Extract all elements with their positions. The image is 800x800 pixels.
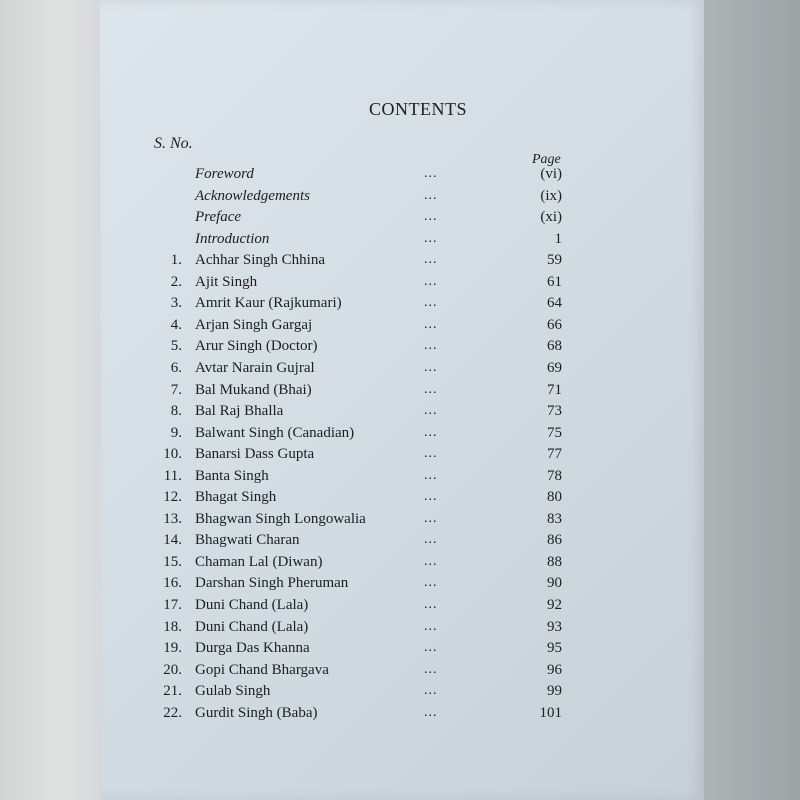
toc-entry-row xyxy=(100,317,704,339)
entry-number: 15. xyxy=(163,553,182,570)
toc-entry-row xyxy=(100,683,704,705)
entry-page-number: (vi) xyxy=(540,166,562,182)
entry-page-number: 96 xyxy=(547,661,562,678)
entry-number: 6. xyxy=(170,359,182,376)
toc-entry-row xyxy=(100,640,704,662)
entry-number: 16. xyxy=(163,575,182,592)
entry-number: 3. xyxy=(170,295,182,312)
entry-name: Bhagwan Singh Longowalia xyxy=(195,510,366,527)
entry-number: 12. xyxy=(163,489,182,506)
toc-entry-row xyxy=(100,360,704,382)
entry-page-number: 71 xyxy=(547,381,562,398)
entry-name: Bhagwati Charan xyxy=(195,532,300,549)
entry-number: 14. xyxy=(163,532,182,549)
entry-name: Bhagat Singh xyxy=(195,489,277,506)
entry-number: 22. xyxy=(163,704,182,721)
entry-name: Duni Chand (Lala) xyxy=(195,597,309,613)
leader-dots: ... xyxy=(424,252,438,268)
entry-page-number: 99 xyxy=(547,683,562,700)
toc-entry-row xyxy=(100,403,704,425)
entry-page-number: 64 xyxy=(547,295,562,312)
entry-name: Gulab Singh xyxy=(195,683,271,700)
entry-page-number: 73 xyxy=(547,403,562,420)
entry-number: 17. xyxy=(163,597,182,613)
front-matter-row xyxy=(100,209,704,231)
leader-dots: ... xyxy=(424,209,438,225)
toc-entry-row xyxy=(100,425,704,447)
toc-entry-row xyxy=(100,511,704,533)
leader-dots: ... xyxy=(424,532,438,548)
toc-entry-row xyxy=(100,662,704,684)
entry-number: 18. xyxy=(163,618,182,635)
leader-dots: ... xyxy=(424,381,438,397)
front-matter-row xyxy=(100,231,704,253)
leader-dots: ... xyxy=(424,618,438,634)
entry-page-number: 83 xyxy=(547,510,562,527)
leader-dots: ... xyxy=(424,661,438,677)
leader-dots: ... xyxy=(424,230,438,246)
entry-name: Duni Chand (Lala) xyxy=(195,618,309,635)
leader-dots: ... xyxy=(424,467,438,483)
entry-name: Achhar Singh Chhina xyxy=(195,252,325,269)
leader-dots: ... xyxy=(424,489,438,505)
leader-dots: ... xyxy=(424,187,438,203)
page-title: CONTENTS xyxy=(369,99,467,119)
entry-name: Amrit Kaur (Rajkumari) xyxy=(195,295,342,312)
entry-page-number: 78 xyxy=(547,467,562,484)
entry-number: 10. xyxy=(163,446,182,463)
entry-number: 11. xyxy=(163,467,182,484)
entry-number: 20. xyxy=(163,661,182,678)
entry-number: 8. xyxy=(170,403,182,420)
book-page xyxy=(100,0,704,800)
entry-name: Introduction xyxy=(195,230,270,247)
entry-page-number: 69 xyxy=(547,359,562,376)
leader-dots: ... xyxy=(424,338,438,354)
toc-entry-row xyxy=(100,338,704,360)
entry-number: 1. xyxy=(170,252,182,269)
entry-name: Arjan Singh Gargaj xyxy=(195,316,313,333)
toc-entry-row xyxy=(100,295,704,317)
toc-entry-row xyxy=(100,619,704,641)
entry-page-number: 75 xyxy=(547,424,562,441)
entry-page-number: (ix) xyxy=(540,187,562,204)
leader-dots: ... xyxy=(424,316,438,332)
background-right xyxy=(704,0,800,800)
entry-name: Durga Das Khanna xyxy=(195,640,310,657)
toc-entry-row xyxy=(100,382,704,404)
entry-page-number: 68 xyxy=(547,338,562,355)
entry-name: Balwant Singh (Canadian) xyxy=(195,424,355,441)
entry-page-number: (xi) xyxy=(540,209,562,226)
entry-number: 7. xyxy=(170,381,182,398)
entry-name: Acknowledgements xyxy=(195,187,310,204)
entry-name: Darshan Singh Pheruman xyxy=(195,575,349,592)
entry-number: 4. xyxy=(170,316,182,333)
entry-name: Gopi Chand Bhargava xyxy=(195,661,329,678)
entry-name: Arur Singh (Doctor) xyxy=(195,338,318,355)
toc-entry-row xyxy=(100,489,704,511)
entry-page-number: 95 xyxy=(547,640,562,657)
leader-dots: ... xyxy=(424,295,438,311)
entry-name: Gurdit Singh (Baba) xyxy=(195,704,318,721)
entry-number: 2. xyxy=(170,273,182,290)
toc-entry-row xyxy=(100,554,704,576)
entry-page-number: 80 xyxy=(547,489,562,506)
leader-dots: ... xyxy=(424,640,438,656)
entry-name: Preface xyxy=(195,209,242,226)
entry-number: 5. xyxy=(170,338,182,355)
toc-entry-row xyxy=(100,597,704,619)
leader-dots: ... xyxy=(424,166,438,181)
front-matter-row xyxy=(100,166,704,188)
entry-page-number: 66 xyxy=(547,316,562,333)
entry-page-number: 90 xyxy=(547,575,562,592)
leader-dots: ... xyxy=(424,273,438,289)
entry-name: Banarsi Dass Gupta xyxy=(195,446,315,463)
entry-name: Bal Raj Bhalla xyxy=(195,403,284,420)
front-matter-row xyxy=(100,188,704,210)
leader-dots: ... xyxy=(424,446,438,462)
toc-entry-row xyxy=(100,532,704,554)
leader-dots: ... xyxy=(424,704,438,720)
toc-entry-row xyxy=(100,446,704,468)
leader-dots: ... xyxy=(424,359,438,375)
entry-page-number: 88 xyxy=(547,553,562,570)
toc-entry-row xyxy=(100,468,704,490)
toc-entry-row xyxy=(100,575,704,597)
entry-page-number: 61 xyxy=(547,273,562,290)
toc-entry-row xyxy=(100,705,704,727)
entry-name: Bal Mukand (Bhai) xyxy=(195,381,312,398)
page-column-header: Page xyxy=(532,152,561,167)
leader-dots: ... xyxy=(424,553,438,569)
entry-number: 19. xyxy=(163,640,182,657)
toc-entry-row xyxy=(100,274,704,296)
toc-entry-row xyxy=(100,252,704,274)
leader-dots: ... xyxy=(424,597,438,612)
entry-number: 13. xyxy=(163,510,182,527)
entry-page-number: 101 xyxy=(539,704,562,721)
entry-page-number: 1 xyxy=(554,230,562,247)
entry-page-number: 77 xyxy=(547,446,562,463)
entry-number: 21. xyxy=(163,683,182,700)
entry-page-number: 59 xyxy=(547,252,562,269)
entry-page-number: 93 xyxy=(547,618,562,635)
serial-number-header: S. No. xyxy=(154,135,193,152)
entry-number: 9. xyxy=(170,424,182,441)
entry-page-number: 86 xyxy=(547,532,562,549)
entry-name: Chaman Lal (Diwan) xyxy=(195,553,323,570)
leader-dots: ... xyxy=(424,510,438,526)
entry-name: Foreword xyxy=(195,166,254,182)
entry-name: Banta Singh xyxy=(195,467,269,484)
entry-page-number: 92 xyxy=(547,597,562,613)
leader-dots: ... xyxy=(424,424,438,440)
leader-dots: ... xyxy=(424,575,438,591)
leader-dots: ... xyxy=(424,403,438,419)
leader-dots: ... xyxy=(424,683,438,699)
background-left xyxy=(0,0,100,800)
entry-name: Ajit Singh xyxy=(195,273,258,290)
entry-name: Avtar Narain Gujral xyxy=(195,359,315,376)
